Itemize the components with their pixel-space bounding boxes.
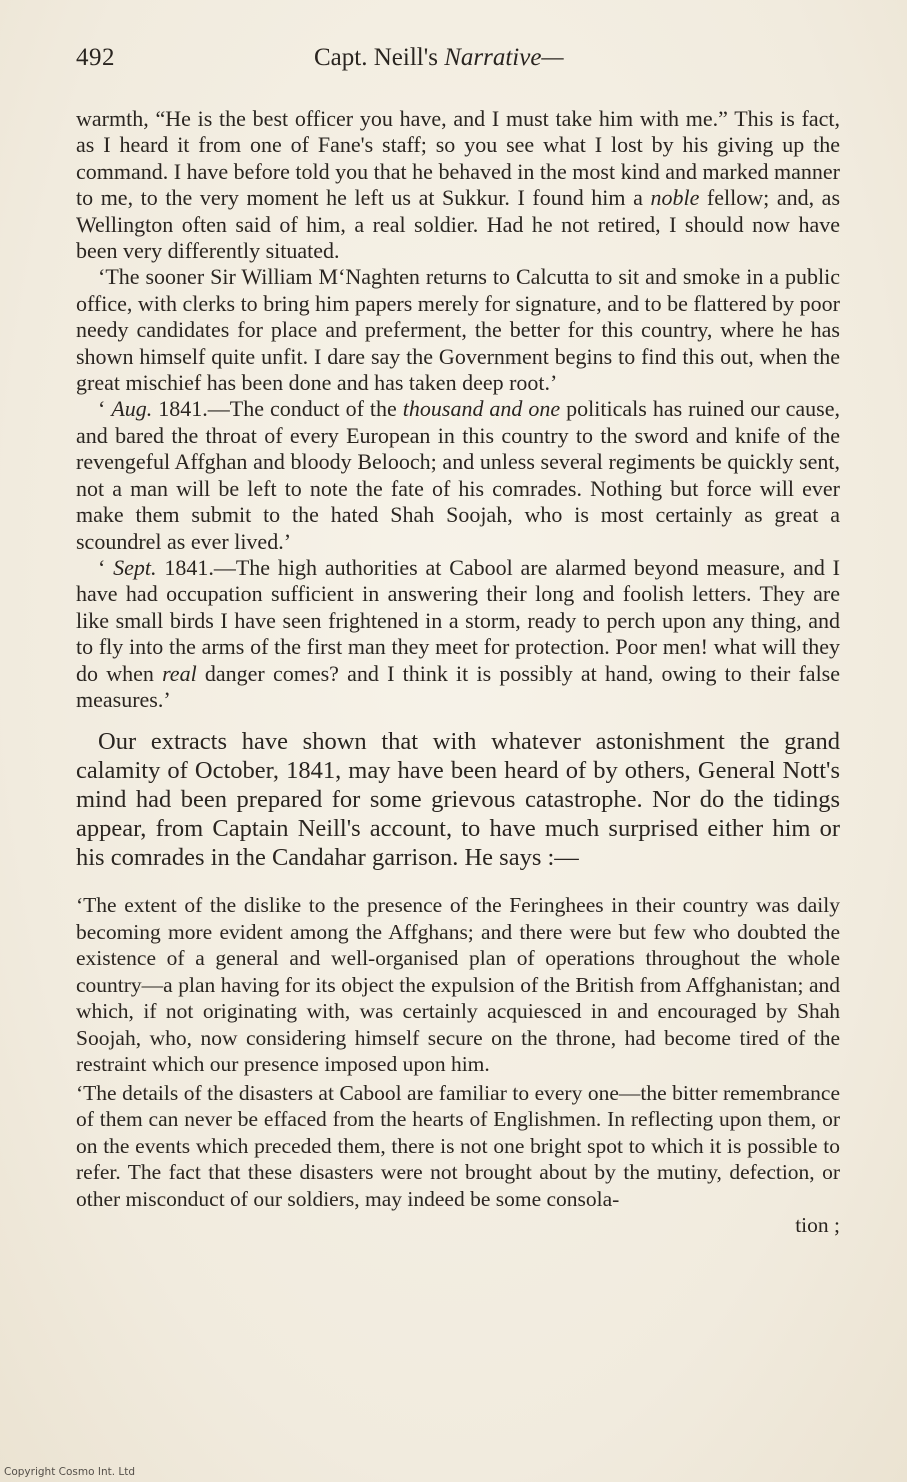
running-head-prefix: Capt. Neill's [314, 44, 445, 71]
quote-text: fellow; and, as Wellington often said of him, a real soldier. Had he not retired, I should now have been very differently situated. [76, 185, 841, 264]
page-header [76, 44, 846, 80]
page-body [76, 106, 840, 1238]
quote-paragraph [76, 106, 840, 264]
quote-paragraph [76, 555, 840, 713]
quote-paragraph: ‘The extent of the dislike to the presence of the Feringhees in their country was daily becoming more evident among the Affghans; and there were but few who doubted the existence of a general and well-organised plan of operations throughout the whole country—a plan having for its object the expulsion of the British from Affghanistan; and which, if not originating with, was certainly acquiesced in and encouraged by Shah Soojah, who, now considering himself secure on the throne, had become tired of the restraint which our presence imposed upon him. [76, 893, 840, 1077]
quote-text: 1841.—The high authorities at Cabool are alarmed beyond measure, and I have had occupation sufficient in answering their long and foolish letters. They are like small birds I have seen frightened in a storm, ready to perch upon any thing, and to fly into the arms of the first man they meet for protection. Poor men! what will they do when [76, 554, 841, 686]
quote-date: Sept. [113, 554, 157, 580]
running-head [314, 44, 564, 72]
quote-emphasis: noble [650, 185, 700, 211]
captain-quote [76, 892, 840, 1238]
narrative-section [76, 727, 840, 872]
quote-text: warmth, “He is the best officer you have, and I must take him with me.” This is fact, as I heard it from one of Fane's staff; so you see what I lost by his giving up the command. I have before told you that he behaved in the most kind and marked manner to me, to the very moment he left us at Sukkur. I found him a [76, 106, 840, 211]
hyphenated-tail: tion ; [795, 1213, 840, 1238]
letter-extracts [76, 106, 840, 713]
quote-mark: ‘ [98, 396, 112, 422]
quote-date: Aug. [111, 396, 153, 422]
quote-paragraph: ‘The details of the disasters at Cabool are familiar to every one—the bitter remembrance of them can never be effaced from the hearts of Englishmen. In reflecting upon them, or on the events which preceded them, there is not one bright spot to which it is possible to refer. The fact that these disasters were not brought about by the mutiny, defection, or other misconduct of our soldiers, may indeed be some consola- [76, 1080, 840, 1211]
quote-paragraph [76, 396, 840, 554]
quote-emphasis: thousand and one [402, 396, 561, 422]
quote-emphasis: real [162, 660, 197, 686]
copyright-notice: Copyright Cosmo Int. Ltd [4, 1466, 136, 1478]
quote-paragraph: ‘The sooner Sir William M‘Naghten returns to Calcutta to sit and smoke in a public office, with clerks to bring him papers merely for signature, and to be flattered by poor needy candidates for place and preferment, the better for this country, where he has shown himself quite unfit. I dare say the Government begins to find this out, when the great mischief has been done and has taken deep root.’ [76, 264, 840, 396]
narrative-paragraph: Our extracts have shown that with whatever astonishment the grand calamity of October, 1841, may have been heard of by others, General Nott's mind had been prepared for some grievous catastrophe. Nor do the tidings appear, from Captain Neill's account, to have much surprised either him or his comrades in the Candahar garrison. He says :— [76, 728, 840, 872]
quote-text: 1841.—The conduct of the [152, 396, 403, 422]
quote-text: politicals has ruined our cause, and bared the throat of every European in this country to the sword and knife of the revengeful Affghan and bloody Belooch; and unless several regiments be quickly sent, not a man will be left to note the fate of his comrades. Nothing but force will ever make them submit to the hated Shah Soojah, who is most certainly as great a scoundrel as ever lived.’ [76, 396, 840, 554]
running-head-italic: Narrative— [444, 44, 564, 71]
quote-text: danger comes? and I think it is possibly at hand, owing to their false measures.’ [76, 660, 841, 712]
page-number: 492 [76, 44, 115, 71]
quote-mark: ‘ [98, 554, 114, 580]
